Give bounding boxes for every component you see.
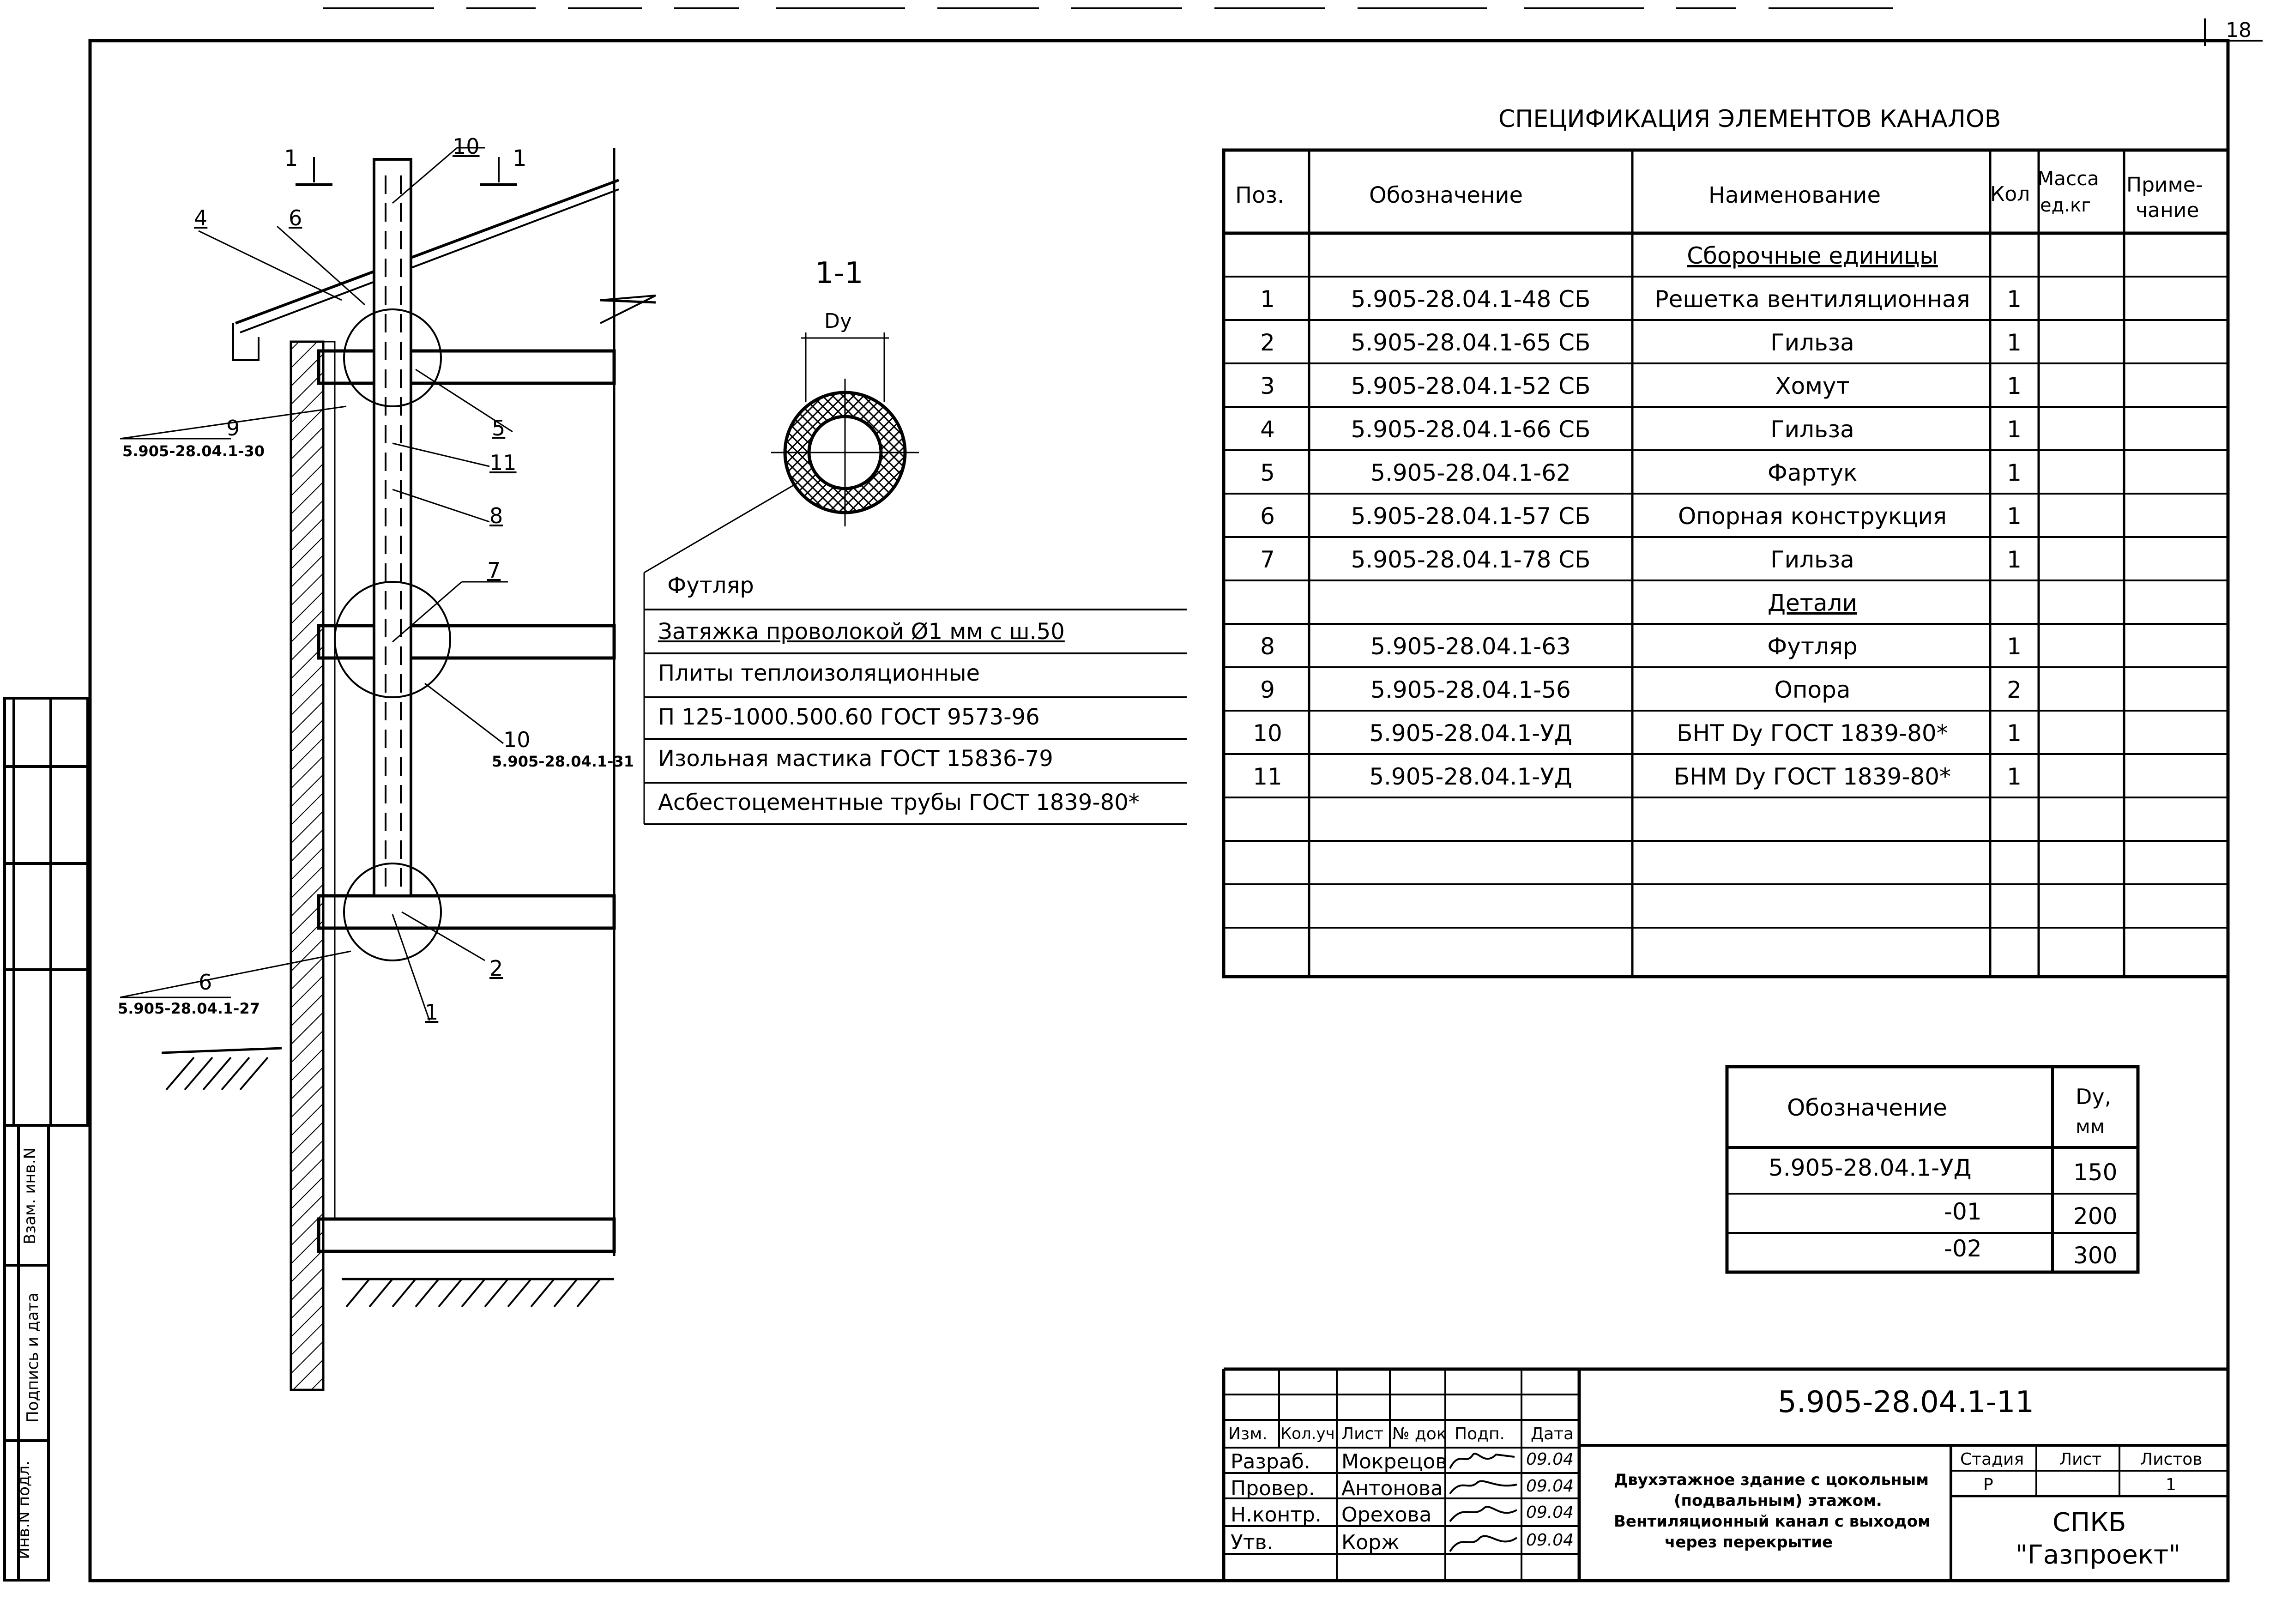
spec-cell-designation: 5.905-28.04.1-62 (1370, 459, 1571, 486)
dy-row-designation: 5.905-28.04.1-УД (1769, 1154, 1972, 1181)
spec-cell-name: Гильза (1770, 329, 1854, 356)
callout-10-ref: 5.905-28.04.1-31 (492, 753, 634, 770)
spec-cell-pos: 11 (1253, 763, 1282, 790)
stamp-signature-date: Подпись и дата (23, 1292, 42, 1423)
spec-cell-name: Гильза (1770, 416, 1854, 443)
spec-cell-name: Детали (1767, 590, 1858, 616)
dy-header-dy-2: мм (2076, 1115, 2105, 1138)
desc-line: Двухэтажное здание с цокольным (1614, 1471, 1929, 1489)
spec-cell-name: Опорная конструкция (1678, 503, 1947, 530)
sheet-label: Лист (2059, 1450, 2102, 1469)
spec-cell-name: БНМ Dy ГОСТ 1839-80* (1673, 763, 1951, 790)
spec-cell-qty: 1 (2007, 546, 2022, 573)
header-note-2: чание (2136, 199, 2199, 222)
callout-11: 11 (489, 450, 517, 475)
header-mass-2: ед.кг (2040, 195, 2091, 216)
title-block-date: 09.04 (1526, 1450, 1574, 1469)
section-mark-right: 1 (513, 145, 527, 171)
spec-cell-pos: 9 (1260, 676, 1275, 703)
spec-cell-designation: 5.905-28.04.1-63 (1370, 633, 1571, 660)
spec-cell-designation: 5.905-28.04.1-57 СБ (1351, 503, 1591, 530)
dimension-label: Dy (824, 309, 852, 333)
header-mass-1: Масса (2037, 167, 2099, 190)
legend-item: П 125-1000.500.60 ГОСТ 9573-96 (658, 704, 1040, 730)
dy-row-value: 300 (2073, 1242, 2118, 1269)
dy-row-designation: -02 (1944, 1235, 1982, 1262)
col-header: Дата (1531, 1425, 1574, 1443)
dy-row-designation: -01 (1944, 1198, 1982, 1225)
spec-cell-qty: 2 (2007, 676, 2022, 703)
dy-row-value: 200 (2073, 1203, 2118, 1230)
section-title: 1-1 (815, 256, 863, 290)
callout-6-bottom: 6 (199, 970, 212, 995)
spec-cell-pos: 10 (1253, 720, 1282, 747)
desc-line: Вентиляционный канал с выходом (1614, 1512, 1931, 1531)
header-note-1: Приме- (2126, 173, 2203, 197)
spec-cell-designation: 5.905-28.04.1-56 (1370, 676, 1571, 703)
dy-header-designation: Обозначение (1787, 1094, 1947, 1121)
title-block-date: 09.04 (1526, 1503, 1574, 1522)
spec-cell-qty: 1 (2007, 329, 2022, 356)
callout-10-top: 10 (453, 134, 480, 159)
spec-cell-name: БНТ Dy ГОСТ 1839-80* (1677, 720, 1948, 747)
spec-cell-designation: 5.905-28.04.1-УД (1369, 763, 1572, 790)
spec-cell-designation: 5.905-28.04.1-78 СБ (1351, 546, 1591, 573)
col-header: Кол.уч (1280, 1425, 1335, 1443)
col-header: Подп. (1455, 1425, 1505, 1443)
desc-line: через перекрытие (1665, 1533, 1833, 1552)
spec-title: СПЕЦИФИКАЦИЯ ЭЛЕМЕНТОВ КАНАЛОВ (1498, 105, 2001, 133)
sheets-label: Листов (2140, 1450, 2203, 1469)
spec-cell-name: Хомут (1775, 373, 1850, 399)
spec-cell-designation: 5.905-28.04.1-УД (1369, 720, 1572, 747)
spec-cell-pos: 3 (1260, 373, 1275, 399)
title-block-role: Провер. (1231, 1477, 1315, 1500)
callout-4: 5 (492, 416, 506, 441)
spec-cell-qty: 1 (2007, 720, 2022, 747)
binding-strip (5, 698, 88, 1580)
title-block-role: Утв. (1231, 1531, 1274, 1554)
legend-item: Футляр (667, 573, 754, 598)
callout-7: 7 (487, 558, 501, 583)
legend-item: Асбестоцементные трубы ГОСТ 1839-80* (658, 790, 1140, 815)
spec-cell-name: Гильза (1770, 546, 1854, 573)
dy-row-value: 150 (2073, 1159, 2118, 1186)
spec-cell-qty: 1 (2007, 633, 2022, 660)
section-mark-left: 1 (284, 145, 298, 171)
title-block-role: Разраб. (1231, 1450, 1310, 1473)
sheet-number: 18 (2226, 18, 2252, 42)
header-name: Наименование (1708, 182, 1881, 208)
title-block-name: Корж (1341, 1531, 1400, 1554)
spec-cell-qty: 1 (2007, 763, 2022, 790)
col-header: Лист (1341, 1425, 1384, 1443)
callout-6-top: 6 (289, 205, 302, 230)
title-block-name: Антонова (1341, 1477, 1443, 1500)
title-block-date: 09.04 (1526, 1531, 1574, 1550)
callout-5: 4 (194, 205, 208, 230)
spec-cell-designation: 5.905-28.04.1-48 СБ (1351, 286, 1591, 313)
spec-cell-pos: 2 (1260, 329, 1275, 356)
spec-cell-pos: 1 (1260, 286, 1275, 313)
callout-8: 8 (489, 503, 503, 528)
stage-value: Р (1983, 1475, 1993, 1494)
dy-header-dy-1: Dy, (2076, 1084, 2112, 1109)
spec-cell-name: Фартук (1767, 459, 1858, 486)
stamp-original-inv: Инв.N подл. (14, 1461, 33, 1559)
spec-cell-pos: 6 (1260, 503, 1275, 530)
col-header: № док (1392, 1425, 1447, 1443)
spec-cell-qty: 1 (2007, 286, 2022, 313)
spec-cell-qty: 1 (2007, 373, 2022, 399)
legend-item: Изольная мастика ГОСТ 15836-79 (658, 746, 1053, 772)
spec-cell-pos: 7 (1260, 546, 1275, 573)
spec-cell-qty: 1 (2007, 503, 2022, 530)
desc-line: (подвальным) этажом. (1674, 1491, 1882, 1510)
spec-cell-name: Опора (1774, 676, 1851, 703)
sheets-value: 1 (2166, 1475, 2176, 1494)
legend-item: Затяжка проволокой Ø1 мм с ш.50 (658, 619, 1065, 645)
header-pos: Поз. (1235, 182, 1285, 208)
col-header: Изм. (1228, 1425, 1268, 1443)
title-block-date: 09.04 (1526, 1477, 1574, 1496)
title-block-name: Мокрецов (1341, 1450, 1448, 1473)
spec-cell-pos: 5 (1260, 459, 1275, 486)
callout-9-ref: 5.905-28.04.1-30 (122, 442, 265, 460)
spec-cell-pos: 4 (1260, 416, 1275, 443)
org-name-2: "Газпроект" (2016, 1540, 2181, 1570)
legend-item: Плиты теплоизоляционные (658, 660, 980, 686)
stage-label: Стадия (1960, 1450, 2024, 1469)
spec-cell-name: Решетка вентиляционная (1654, 286, 1970, 313)
spec-cell-designation: 5.905-28.04.1-66 СБ (1351, 416, 1591, 443)
spec-cell-qty: 1 (2007, 416, 2022, 443)
header-qty: Кол (1990, 182, 2030, 206)
spec-cell-designation: 5.905-28.04.1-65 СБ (1351, 329, 1591, 356)
title-block-role: Н.контр. (1231, 1503, 1322, 1527)
header-designation: Обозначение (1369, 182, 1523, 208)
callout-9: 9 (226, 416, 240, 441)
callout-6-ref: 5.905-28.04.1-27 (118, 1000, 260, 1017)
spec-cell-pos: 8 (1260, 633, 1275, 660)
stamp-replace-inv: Взам. инв.N (21, 1147, 40, 1245)
org-name-1: СПКБ (2053, 1508, 2126, 1538)
spec-cell-qty: 1 (2007, 459, 2022, 486)
callout-10-mid: 10 (503, 727, 531, 752)
title-block-name: Орехова (1341, 1503, 1432, 1527)
callout-1: 1 (425, 1000, 439, 1025)
spec-cell-designation: 5.905-28.04.1-52 СБ (1351, 373, 1591, 399)
callout-2: 2 (489, 956, 503, 981)
document-code: 5.905-28.04.1-11 (1778, 1385, 2034, 1419)
spec-cell-name: Сборочные единицы (1687, 242, 1938, 269)
spec-cell-name: Футляр (1767, 633, 1858, 660)
